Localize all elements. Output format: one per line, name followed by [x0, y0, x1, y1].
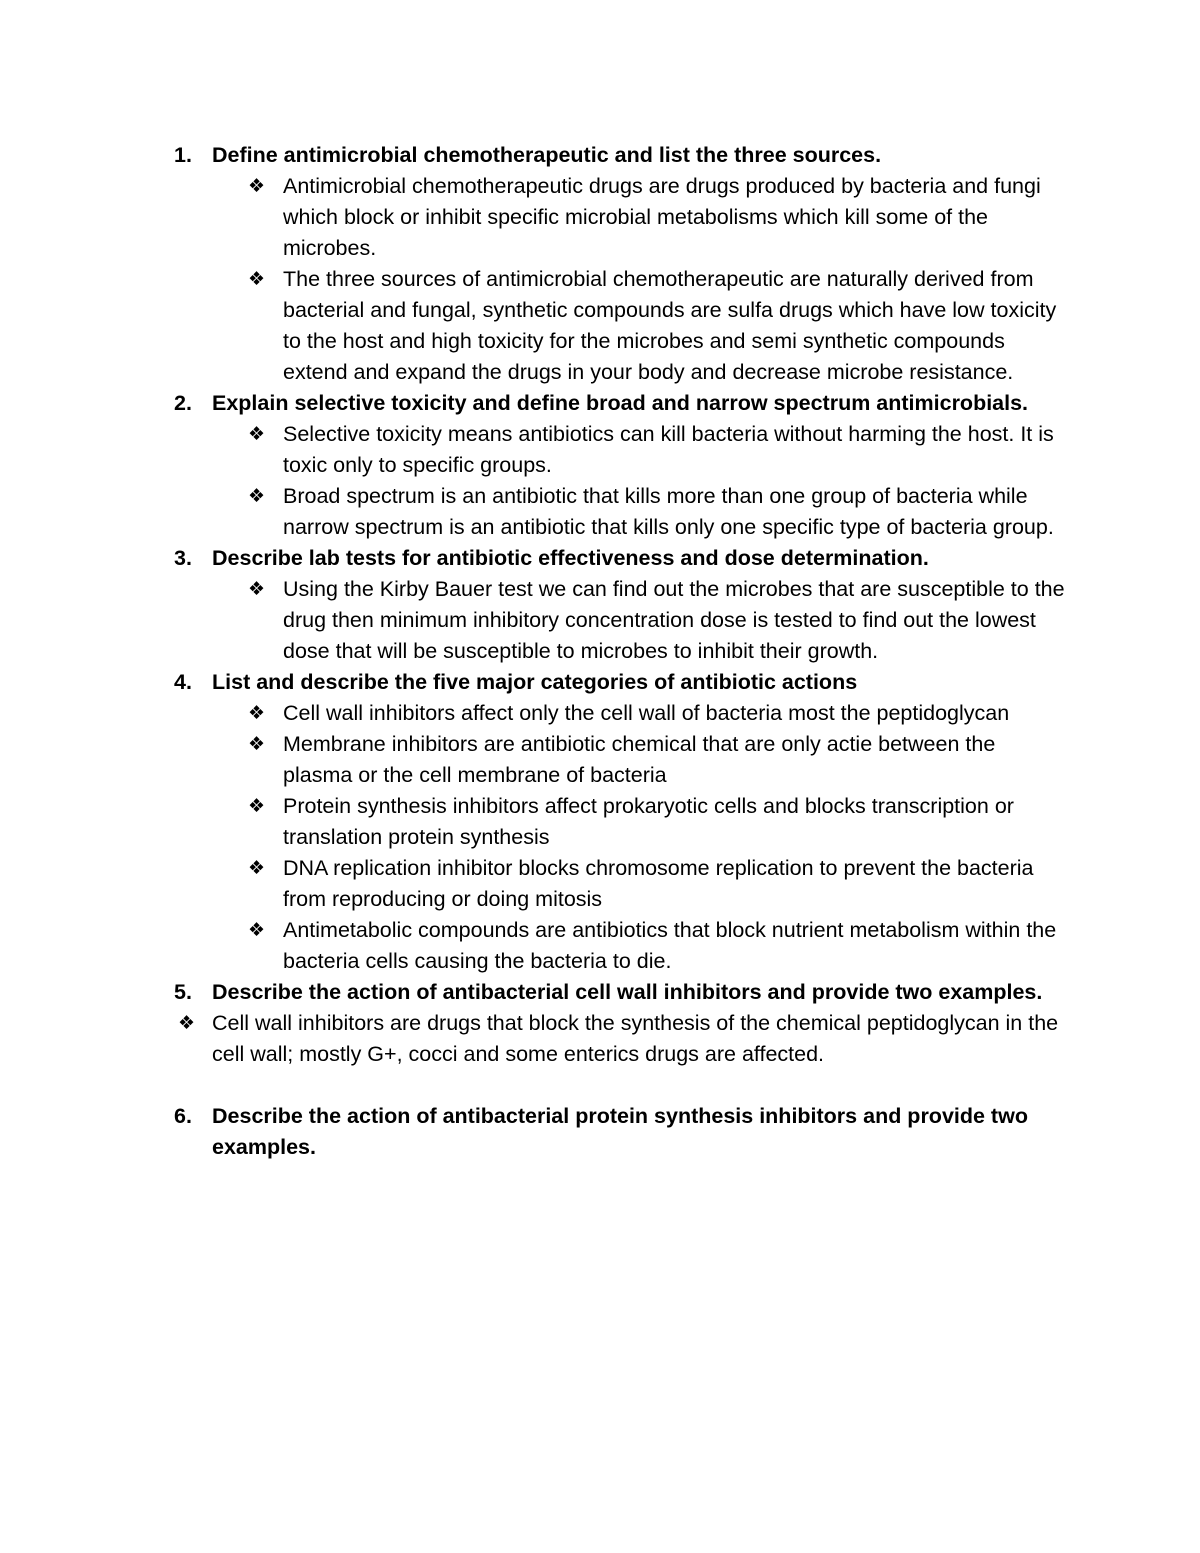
question-2	[0, 388, 1200, 419]
diamond-bullet-icon: ❖	[178, 1013, 196, 1034]
diamond-bullet-icon: ❖	[248, 920, 266, 941]
answer-bullet	[0, 264, 1200, 388]
diamond-bullet-icon: ❖	[248, 579, 266, 600]
question-text: List and describe the five major categories of antibiotic actions	[212, 670, 858, 694]
question-number: 5.	[174, 980, 192, 1004]
answer-text: Membrane inhibitors are antibiotic chemical that are only actie between the plasma or the cell membrane of bacteria	[283, 732, 996, 787]
answer-text: Protein synthesis inhibitors affect prokaryotic cells and blocks transcription or translation protein synthesis	[283, 794, 1014, 849]
question-5	[0, 977, 1200, 1008]
diamond-bullet-icon: ❖	[248, 734, 266, 755]
question-3	[0, 543, 1200, 574]
diamond-bullet-icon: ❖	[248, 858, 266, 879]
diamond-bullet-icon: ❖	[248, 703, 266, 724]
answer-text: Antimetabolic compounds are antibiotics that block nutrient metabolism within the bacteria cells causing the bacteria to die.	[283, 918, 1057, 973]
answer-text: Broad spectrum is an antibiotic that kills more than one group of bacteria while narrow spectrum is an antibiotic that kills only one specific type of bacteria group.	[283, 484, 1054, 539]
diamond-bullet-icon: ❖	[248, 486, 266, 507]
answer-bullet	[0, 574, 1200, 667]
answer-bullet	[0, 419, 1200, 481]
answer-text: The three sources of antimicrobial chemotherapeutic are naturally derived from bacterial and fungal, synthetic compounds are sulfa drugs which have low toxicity to the host and high toxicity for the microbes and semi synthetic compounds extend and expand the drugs in your body and decrease microbe resistance.	[283, 267, 1057, 384]
question-number: 4.	[174, 670, 192, 694]
answer-text: DNA replication inhibitor blocks chromosome replication to prevent the bacteria from reproducing or doing mitosis	[283, 856, 1034, 911]
answer-bullet	[0, 729, 1200, 791]
question-4	[0, 667, 1200, 698]
answer-bullet	[0, 853, 1200, 915]
answer-text: Selective toxicity means antibiotics can kill bacteria without harming the host. It is toxic only to specific groups.	[283, 422, 1054, 477]
answer-text: Cell wall inhibitors affect only the cell wall of bacteria most the peptidoglycan	[283, 701, 1010, 725]
question-1	[0, 140, 1200, 171]
question-text: Explain selective toxicity and define broad and narrow spectrum antimicrobials.	[212, 391, 1029, 415]
answer-bullet	[0, 915, 1200, 977]
document-page	[0, 140, 1200, 1163]
answer-text: Antimicrobial chemotherapeutic drugs are drugs produced by bacteria and fungi which block or inhibit specific microbial metabolisms which kill some of the microbes.	[283, 174, 1041, 260]
question-text: Describe the action of antibacterial cell wall inhibitors and provide two examples.	[212, 980, 1043, 1004]
answer-bullet	[0, 791, 1200, 853]
answer-bullet	[0, 1008, 1200, 1070]
diamond-bullet-icon: ❖	[248, 796, 266, 817]
question-6	[0, 1101, 1200, 1163]
diamond-bullet-icon: ❖	[248, 176, 266, 197]
question-text: Describe lab tests for antibiotic effectiveness and dose determination.	[212, 546, 929, 570]
question-text: Describe the action of antibacterial protein synthesis inhibitors and provide two examples.	[212, 1104, 1028, 1159]
answer-bullet	[0, 481, 1200, 543]
diamond-bullet-icon: ❖	[248, 424, 266, 445]
answer-bullet	[0, 698, 1200, 729]
question-number: 6.	[174, 1104, 192, 1128]
diamond-bullet-icon: ❖	[248, 269, 266, 290]
answer-bullet	[0, 171, 1200, 264]
question-text: Define antimicrobial chemotherapeutic and list the three sources.	[212, 143, 882, 167]
question-number: 3.	[174, 546, 192, 570]
answer-text: Cell wall inhibitors are drugs that block the synthesis of the chemical peptidoglycan in the cell wall; mostly G+, cocci and some enterics drugs are affected.	[212, 1011, 1059, 1066]
blank-line	[0, 1070, 1200, 1101]
question-number: 1.	[174, 143, 192, 167]
question-number: 2.	[174, 391, 192, 415]
answer-text: Using the Kirby Bauer test we can find out the microbes that are susceptible to the drug then minimum inhibitory concentration dose is tested to find out the lowest dose that will be susceptible to microbes to inhibit their growth.	[283, 577, 1065, 663]
